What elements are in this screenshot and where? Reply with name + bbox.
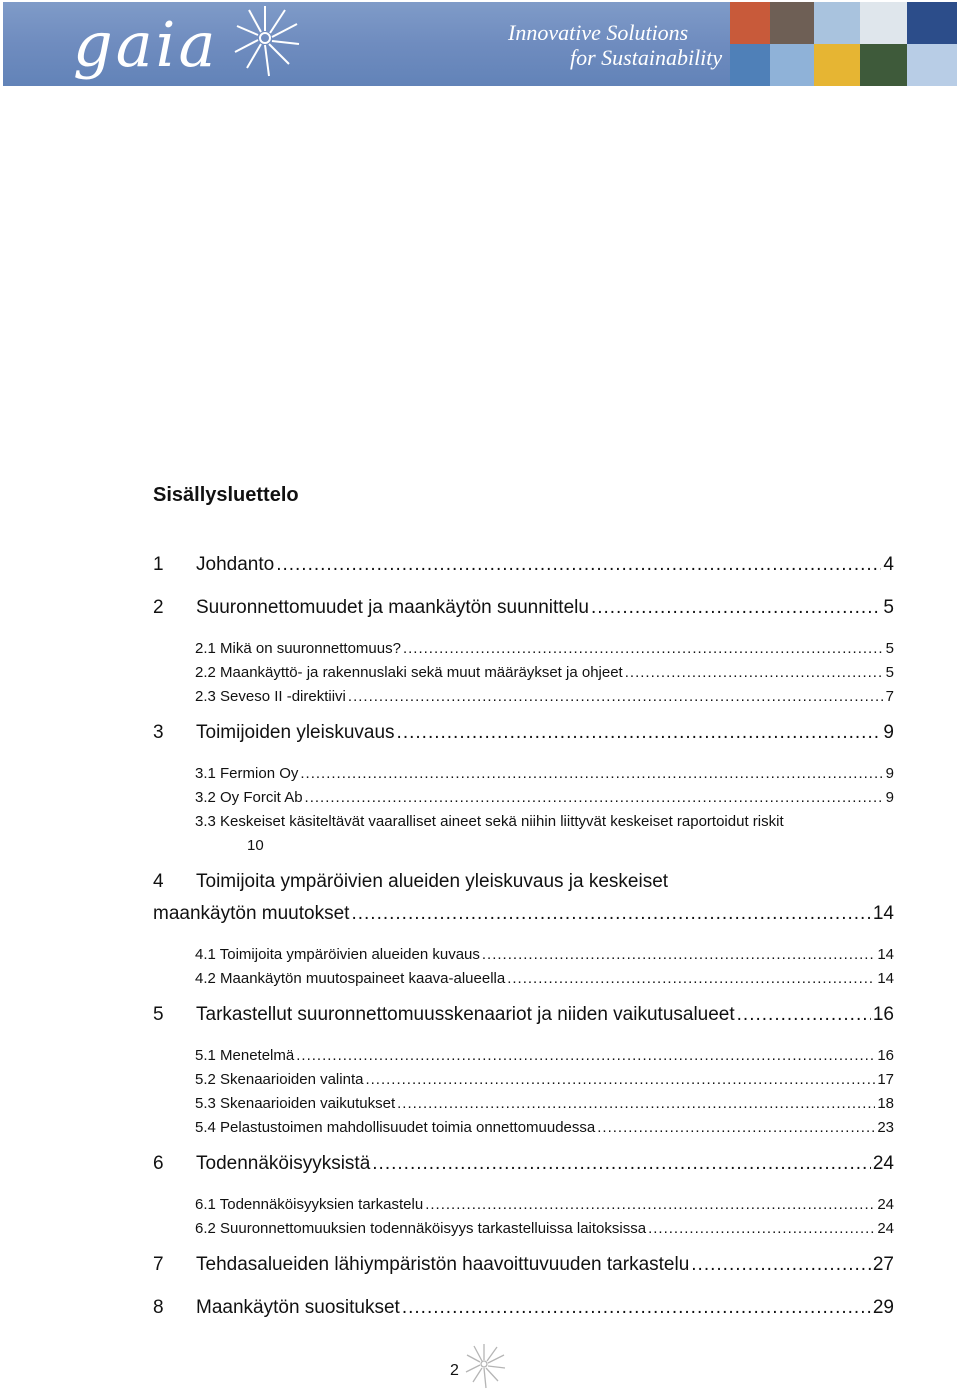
toc-label: 5.1 Menetelmä — [195, 1047, 295, 1064]
toc-entry-1[interactable] — [153, 554, 894, 576]
toc-entry-5-2[interactable] — [195, 1071, 894, 1088]
toc-page: 14 — [877, 946, 894, 963]
toc-entry-5-4[interactable] — [195, 1119, 894, 1136]
toc-page: 18 — [877, 1095, 894, 1112]
toc-page: 5 — [883, 597, 894, 618]
toc-entry-2[interactable] — [153, 597, 894, 619]
toc-entry-6-2[interactable] — [195, 1220, 894, 1237]
toc-label: 5.2 Skenaarioiden valinta — [195, 1071, 364, 1088]
toc-entry-7[interactable] — [153, 1254, 894, 1276]
toc-label: 6.1 Todennäköisyyksien tarkastelu — [195, 1196, 424, 1213]
toc-entry-6-1[interactable] — [195, 1196, 894, 1213]
toc-page: 16 — [877, 1047, 894, 1064]
toc-label: 4.2 Maankäytön muutospaineet kaava-alueella — [195, 970, 506, 987]
tagline-line2: for Sustainability — [570, 45, 723, 70]
toc-number: 3 — [153, 722, 164, 743]
toc-label: 2.3 Seveso II -direktiivi — [195, 688, 346, 705]
toc-entry-4-line1[interactable] — [153, 871, 668, 893]
photo-earth — [907, 2, 957, 44]
toc-number: 4 — [153, 871, 164, 892]
toc-page: 24 — [877, 1220, 894, 1237]
toc-entry-3-3-page — [247, 837, 264, 854]
photo-water — [730, 44, 770, 86]
toc-page: 27 — [872, 1254, 894, 1275]
photo-polar-bear — [860, 2, 907, 44]
toc-label: 6.2 Suuronnettomuuksien todennäköisyys tarkastelluissa laitoksissa — [195, 1220, 647, 1237]
sun-burst-footer-icon — [464, 1342, 508, 1392]
photo-people — [770, 2, 814, 44]
toc-entry-3-1[interactable] — [195, 765, 894, 782]
toc-entry-2-3[interactable] — [195, 688, 894, 705]
toc-label-continued: maankäytön muutokset — [153, 903, 350, 924]
photo-texture — [730, 2, 770, 44]
toc-page: 10 — [247, 837, 264, 854]
photo-sky — [907, 44, 957, 86]
toc-page: 14 — [872, 903, 894, 924]
tagline — [508, 20, 722, 70]
toc-entry-4-line2[interactable] — [153, 903, 894, 925]
toc-label: 3.2 Oy Forcit Ab — [195, 789, 303, 806]
toc-page: 16 — [872, 1004, 894, 1025]
toc-page: 4 — [883, 554, 894, 575]
toc-number: 2 — [153, 597, 164, 618]
toc-entry-8[interactable] — [153, 1297, 894, 1319]
toc-label: Tehdasalueiden lähiympäristön haavoittuvuuden tarkastelu — [196, 1254, 690, 1275]
toc-label: Todennäköisyyksistä — [196, 1153, 371, 1174]
photo-flower — [814, 44, 860, 86]
toc-label: Toimijoita ympäröivien alueiden yleiskuvaus ja keskeiset — [196, 871, 669, 892]
gaia-logo: gaia — [73, 8, 219, 81]
toc-label: Maankäytön suositukset — [196, 1297, 400, 1318]
toc-page: 7 — [885, 688, 894, 705]
photo-tree — [860, 44, 907, 86]
photo-collage — [730, 2, 957, 86]
toc-number: 8 — [153, 1297, 164, 1318]
toc-label: Toimijoiden yleiskuvaus — [196, 722, 395, 743]
toc-number: 6 — [153, 1153, 164, 1174]
toc-page: 24 — [877, 1196, 894, 1213]
toc-entry-4-2[interactable] — [195, 970, 894, 987]
page-number: 2 — [450, 1362, 459, 1379]
photo-clouds — [770, 44, 814, 86]
toc-entry-3-3[interactable] — [195, 813, 784, 830]
toc-label: 5.3 Skenaarioiden vaikutukset — [195, 1095, 396, 1112]
toc-label: 2.2 Maankäyttö- ja rakennuslaki sekä muut määräykset ja ohjeet — [195, 664, 623, 681]
tagline-line1: Innovative Solutions — [508, 20, 689, 45]
toc-label: 4.1 Toimijoita ympäröivien alueiden kuvaus — [195, 946, 480, 963]
toc-page: 14 — [877, 970, 894, 987]
toc-entry-5-1[interactable] — [195, 1047, 894, 1064]
toc-number: 5 — [153, 1004, 164, 1025]
toc-page: 29 — [872, 1297, 894, 1318]
toc-title: Sisällysluettelo — [153, 484, 299, 506]
header-banner — [3, 2, 957, 86]
toc-page: 9 — [883, 722, 894, 743]
toc-page: 5 — [885, 664, 894, 681]
photo-wind-turbine — [814, 2, 860, 44]
toc-label: Suuronnettomuudet ja maankäytön suunnittelu — [196, 597, 589, 618]
toc-entry-6[interactable] — [153, 1153, 894, 1175]
toc-page: 17 — [877, 1071, 894, 1088]
toc-entry-2-2[interactable] — [195, 664, 894, 681]
toc-page: 9 — [885, 789, 894, 806]
toc-entry-5-3[interactable] — [195, 1095, 894, 1112]
toc-page: 24 — [872, 1153, 894, 1174]
toc-page: 23 — [877, 1119, 894, 1136]
toc-page: 9 — [885, 765, 894, 782]
toc-entry-4-1[interactable] — [195, 946, 894, 963]
toc-page: 5 — [885, 640, 894, 657]
toc-entry-5[interactable] — [153, 1004, 894, 1026]
sun-burst-icon — [231, 4, 311, 84]
toc-label: Johdanto — [196, 554, 275, 575]
toc-label: Tarkastellut suuronnettomuusskenaariot ja niiden vaikutusalueet — [196, 1004, 735, 1025]
toc-number: 1 — [153, 554, 164, 575]
toc-label: 2.1 Mikä on suuronnettomuus? — [195, 640, 401, 657]
toc-label: 3.3 Keskeiset käsiteltävät vaaralliset aineet sekä niihin liittyvät keskeiset raportoidut riskit — [195, 813, 784, 830]
toc-entry-3[interactable] — [153, 722, 894, 744]
toc-entry-3-2[interactable] — [195, 789, 894, 806]
toc-label: 5.4 Pelastustoimen mahdollisuudet toimia onnettomuudessa — [195, 1119, 596, 1136]
toc-number: 7 — [153, 1254, 164, 1275]
toc-entry-2-1[interactable] — [195, 640, 894, 657]
toc-label: 3.1 Fermion Oy — [195, 765, 299, 782]
